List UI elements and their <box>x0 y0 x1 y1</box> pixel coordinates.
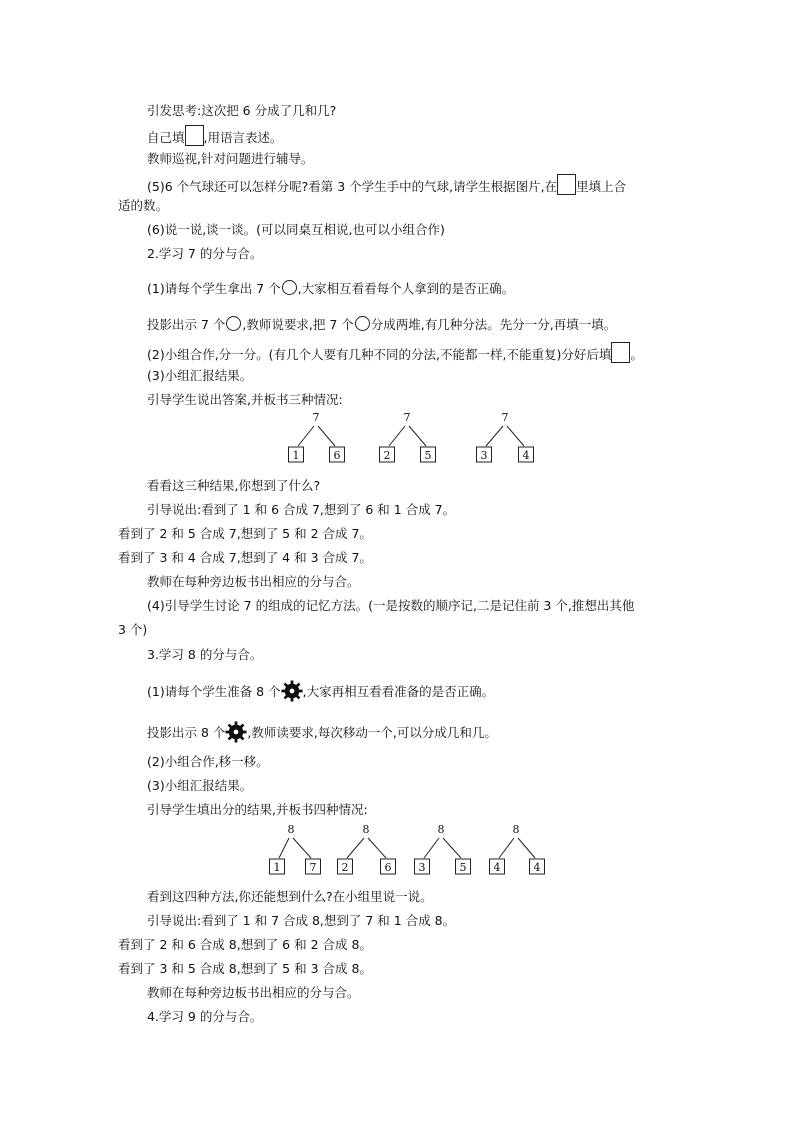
tree-left-value: 1 <box>292 449 300 462</box>
text-line: (5)6 个气球还可以怎样分呢?看第 3 个学生手中的气球,请学生根据图片,在 里填上合 <box>147 174 626 195</box>
gear-counter-icon <box>281 680 303 702</box>
tree-branch-left <box>347 838 364 858</box>
tree-branch-right <box>443 838 461 858</box>
tree-total: 7 <box>312 411 320 424</box>
tree-right-value: 6 <box>384 861 392 874</box>
composition-tree <box>270 823 321 874</box>
tree-branch-right <box>318 426 335 446</box>
tree-right-value: 4 <box>522 449 530 462</box>
tree-right-value: 6 <box>333 449 341 462</box>
tree-branch-left <box>424 838 439 858</box>
text-line: 投影出示 7 个 ,教师说要求,把 7 个 分成两堆,有几种分法。先分一分,再填一填。 <box>147 317 617 332</box>
gear-counter-icon <box>225 721 247 743</box>
text-line: 引导说出:看到了 1 和 6 合成 7,想到了 6 和 1 合成 7。 <box>147 502 456 517</box>
text-line: 投影出示 8 个 ,教师读要求,每次移动一个,可以分成几和几。 <box>147 721 497 743</box>
composition-diagram-8 <box>0 822 794 882</box>
section-heading: 4.学习 9 的分与合。 <box>147 1009 263 1024</box>
text-line: 引导学生说出答案,并板书三种情况: <box>147 392 343 407</box>
tree-right-value: 4 <box>533 861 541 874</box>
tree-total: 8 <box>437 823 445 836</box>
text-line: 看到这四种方法,你还能想到什么?在小组里说一说。 <box>147 889 433 904</box>
composition-tree <box>477 411 534 462</box>
circle-counter-icon <box>282 280 297 295</box>
composition-tree <box>338 823 396 874</box>
text-line: (1)请每个学生准备 8 个 ,大家再相互看看准备的是否正确。 <box>147 680 494 702</box>
text-line: 引导学生填出分的结果,并板书四种情况: <box>147 802 368 817</box>
composition-diagram-7 <box>0 410 794 470</box>
text-line: 3 个) <box>118 622 148 637</box>
tree-left-value: 2 <box>341 861 349 874</box>
composition-tree <box>415 823 471 874</box>
tree-total: 8 <box>512 823 520 836</box>
text-line: (3)小组汇报结果。 <box>147 368 253 383</box>
tree-left-value: 2 <box>383 449 391 462</box>
text-line: 看到了 3 和 5 合成 8,想到了 5 和 3 合成 8。 <box>118 961 372 976</box>
tree-branch-left <box>279 838 289 858</box>
text-line: 适的数。 <box>118 198 169 213</box>
tree-right-value: 5 <box>424 449 432 462</box>
tree-left-value: 3 <box>480 449 488 462</box>
tree-branch-right <box>518 838 535 858</box>
tree-branch-left <box>486 426 503 446</box>
tree-right-value: 5 <box>459 861 467 874</box>
text-line: (2)小组合作,分一分。(有几个人要有几种不同的分法,不能都一样,不能重复)分好后填 。 <box>147 342 643 363</box>
empty-box-icon <box>611 342 630 363</box>
text-line: 自己填 ,用语言表述。 <box>147 125 283 146</box>
text-line: 教师在每种旁边板书出相应的分与合。 <box>147 985 360 1000</box>
tree-branch-right <box>507 426 524 446</box>
composition-tree <box>490 823 545 874</box>
tree-branch-right <box>409 426 426 446</box>
text-line: (2)小组合作,移一移。 <box>147 754 269 769</box>
composition-tree <box>289 411 345 462</box>
circle-counter-icon <box>226 316 241 331</box>
text-line: 教师在每种旁边板书出相应的分与合。 <box>147 574 360 589</box>
text-line: (3)小组汇报结果。 <box>147 778 253 793</box>
text-line: 看看这三种结果,你想到了什么? <box>147 478 321 493</box>
tree-branch-left <box>389 426 405 446</box>
text-line: 看到了 2 和 6 合成 8,想到了 6 和 2 合成 8。 <box>118 937 372 952</box>
tree-branch-right <box>368 838 386 858</box>
empty-box-icon <box>557 174 576 195</box>
tree-total: 7 <box>501 411 509 424</box>
composition-tree <box>380 411 436 462</box>
text-line: (6)说一说,谈一谈。(可以同桌互相说,也可以小组合作) <box>147 222 445 237</box>
tree-branch-right <box>293 838 311 858</box>
tree-total: 8 <box>362 823 370 836</box>
tree-left-value: 3 <box>418 861 426 874</box>
text-line: (4)引导学生讨论 7 的组成的记忆方法。(一是按数的顺序记,二是记住前 3 个,推想出其他 <box>147 598 635 613</box>
text-line: 教师巡视,针对问题进行辅导。 <box>147 151 314 166</box>
text-line: 看到了 2 和 5 合成 7,想到了 5 和 2 合成 7。 <box>118 526 372 541</box>
tree-left-value: 4 <box>493 861 501 874</box>
tree-branch-left <box>499 838 514 858</box>
section-heading: 2.学习 7 的分与合。 <box>147 246 263 261</box>
tree-total: 8 <box>287 823 295 836</box>
text-line: (1)请每个学生拿出 7 个 ,大家相互看看每个人拿到的是否正确。 <box>147 281 515 296</box>
tree-right-value: 7 <box>309 861 317 874</box>
tree-left-value: 1 <box>273 861 281 874</box>
section-heading: 3.学习 8 的分与合。 <box>147 647 263 662</box>
tree-branch-left <box>298 426 314 446</box>
tree-total: 7 <box>403 411 411 424</box>
text-line: 引发思考:这次把 6 分成了几和几? <box>147 103 337 118</box>
text-line: 引导说出:看到了 1 和 7 合成 8,想到了 7 和 1 合成 8。 <box>147 913 456 928</box>
text-line: 看到了 3 和 4 合成 7,想到了 4 和 3 合成 7。 <box>118 550 372 565</box>
empty-box-icon <box>185 125 204 146</box>
circle-counter-icon <box>355 316 370 331</box>
